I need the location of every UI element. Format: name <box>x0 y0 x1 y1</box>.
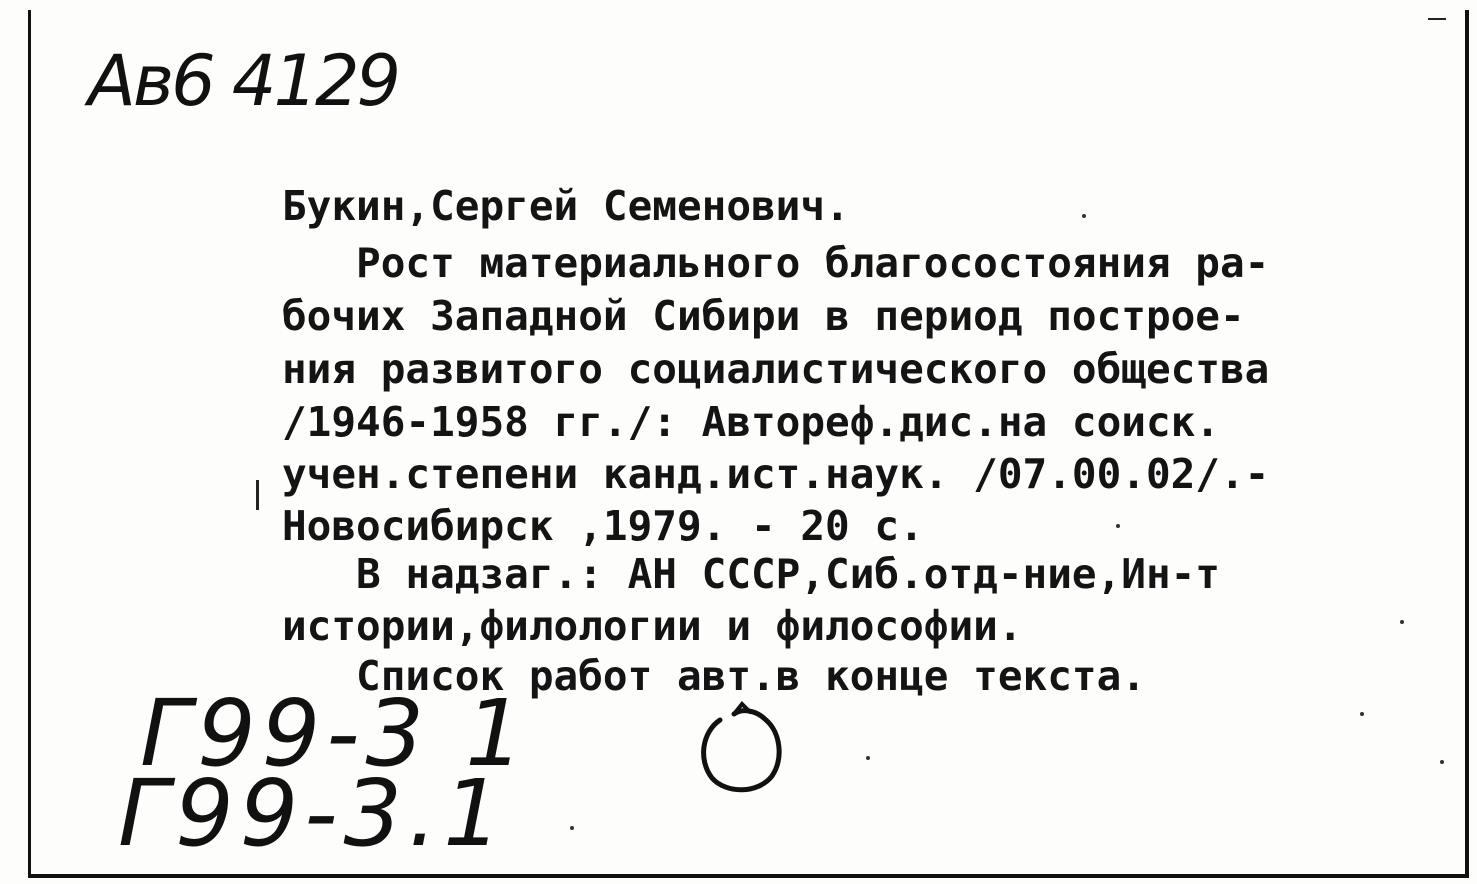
card-left-border <box>28 10 31 876</box>
card-right-border <box>1465 10 1469 878</box>
speck <box>1400 620 1404 624</box>
author-line: Букин,Сергей Семенович. <box>282 182 850 230</box>
card-bottom-border <box>28 874 1468 878</box>
body-line-6: Новосибирск ,1979. - 20 с. <box>282 502 924 550</box>
body-line-5: учен.степени канд.ист.наук. /07.00.02/.- <box>282 450 1270 498</box>
body-line-1: Рост материального благосостояния ра- <box>282 239 1270 287</box>
body-line-9: Список работ авт.в конце текста. <box>282 652 1146 700</box>
speck <box>1440 760 1444 764</box>
speck <box>1360 712 1364 716</box>
body-line-7: В надзаг.: АН СССР,Сиб.отд-ние,Ин-т <box>282 550 1220 598</box>
body-line-8: истории,филологии и философии. <box>282 602 1023 650</box>
speck <box>570 826 574 830</box>
body-line-3: ния развитого социалистического общества <box>282 345 1270 393</box>
margin-tick <box>256 480 259 510</box>
handwritten-note-2: Г99-3.1 <box>118 760 508 867</box>
body-line-2: бочих Западной Сибири в период построе- <box>282 292 1245 340</box>
speck <box>866 756 870 760</box>
round-stamp-mark <box>690 698 790 798</box>
speck <box>1082 214 1086 218</box>
handwritten-note-1: Г99-3 1 <box>140 680 530 787</box>
speck <box>1116 524 1120 528</box>
shelfmark-handwritten: Ав6 4129 <box>88 40 399 122</box>
corner-mark <box>1428 18 1446 20</box>
body-line-4: /1946-1958 гг./: Автореф.дис.на соиск. <box>282 398 1220 446</box>
